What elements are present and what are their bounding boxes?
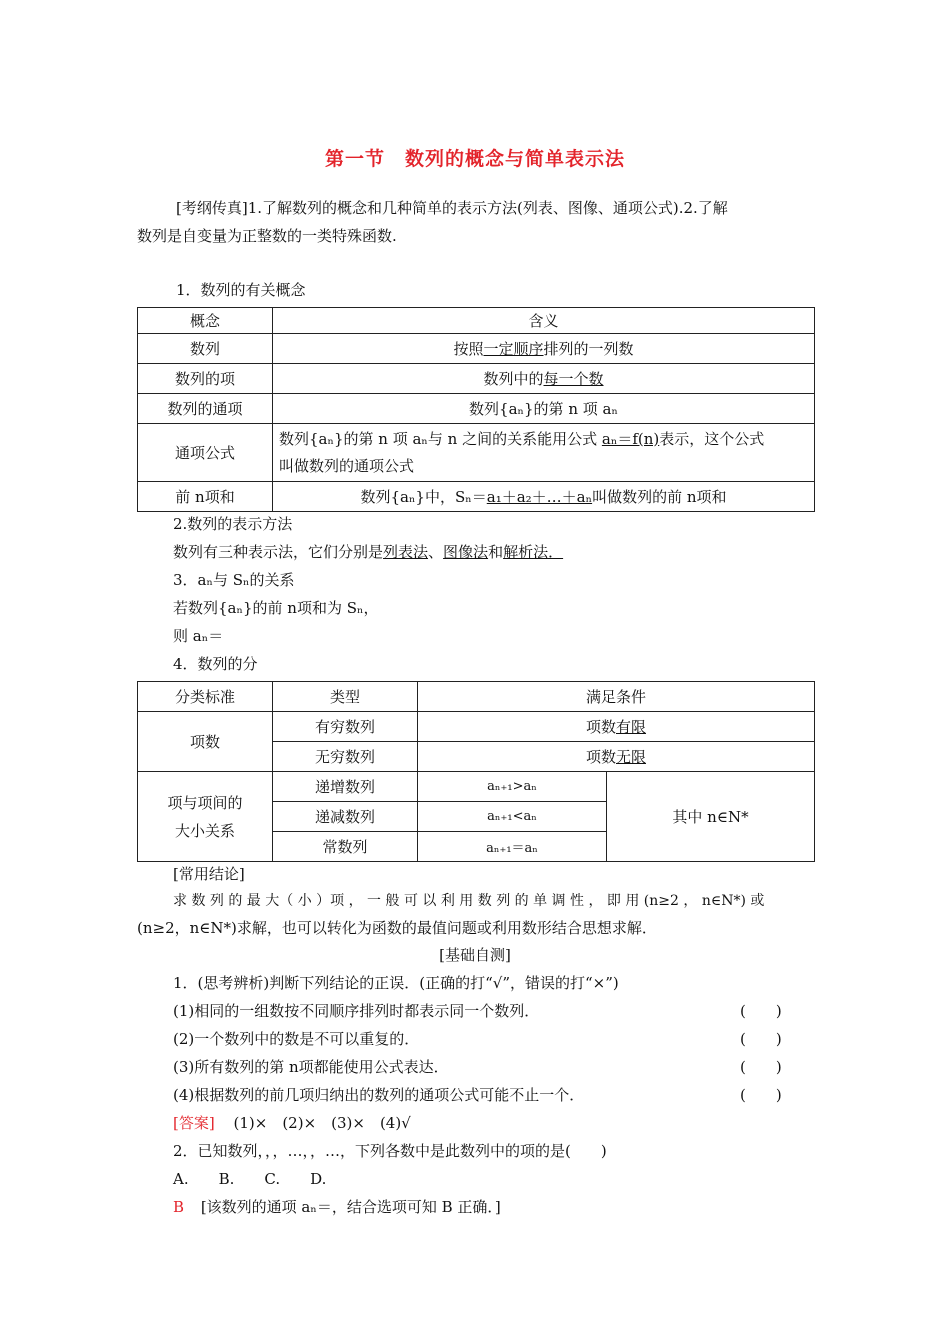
question-2-answer xyxy=(173,1197,501,1217)
condition-cell: 项数有限 xyxy=(418,712,815,742)
condition-cell: 项数无限 xyxy=(418,742,815,772)
condition-cell: aₙ₊₁＝aₙ xyxy=(418,832,607,862)
table-header: 分类标准 xyxy=(138,682,273,712)
answer-explanation: [该数列的通项 aₙ＝，结合选项可知 B 正确．] xyxy=(200,1198,501,1216)
section-3-line-2: 则 aₙ＝ xyxy=(173,627,224,645)
answer-paren: ( ) xyxy=(740,1002,782,1020)
intro-line-2: 数列是自变量为正整数的一类特殊函数. xyxy=(137,227,397,245)
meaning-cell: 按照一定顺序排列的一列数 xyxy=(273,334,815,364)
note-cell: 其中 n∈N* xyxy=(607,772,815,862)
type-cell: 递减数列 xyxy=(273,802,418,832)
table-header: 含义 xyxy=(273,308,815,334)
answer-line xyxy=(173,1113,411,1133)
selftest-heading: [基础自测] xyxy=(439,946,511,964)
category-cell: 项数 xyxy=(138,712,273,772)
statement-4: (4)根据数列的前几项归纳出的数列的通项公式可能不止一个． xyxy=(173,1086,585,1104)
section-4-heading: 4．数列的分 xyxy=(173,655,258,673)
table-row xyxy=(138,394,815,424)
table-row xyxy=(138,772,815,802)
statement-1: (1)相同的一组数按不同顺序排列时都表示同一个数列． xyxy=(173,1002,540,1020)
common-heading: [常用结论] xyxy=(173,865,245,883)
answer-paren: ( ) xyxy=(740,1086,782,1104)
condition-cell: aₙ₊₁<aₙ xyxy=(418,802,607,832)
concept-cell: 数列 xyxy=(138,334,273,364)
question-1: 1．(思考辨析)判断下列结论的正误．(正确的打“√”，错误的打“×”) xyxy=(173,974,619,992)
meaning-cell: 数列{aₙ}的第 n 项 aₙ xyxy=(273,394,815,424)
table-header: 类型 xyxy=(273,682,418,712)
question-2: 2．已知数列，，，…，，…，下列各数中是此数列中的项的是( ) xyxy=(173,1142,607,1160)
section-2-text: 数列有三种表示法，它们分别是列表法、图像法和解析法． xyxy=(173,543,564,561)
section-3-heading: 3．aₙ与 Sₙ的关系 xyxy=(173,571,295,589)
section-1-heading: 1．数列的有关概念 xyxy=(176,281,306,299)
type-cell: 有穷数列 xyxy=(273,712,418,742)
statement-2: (2)一个数列中的数是不可以重复的． xyxy=(173,1030,420,1048)
page-title: 第一节 数列的概念与简单表示法 xyxy=(324,148,625,170)
section-3-line-1: 若数列{aₙ}的前 n项和为 Sₙ， xyxy=(173,599,379,617)
answer-paren: ( ) xyxy=(740,1030,782,1048)
answer-tag: [答案] xyxy=(173,1114,215,1132)
answer-paren: ( ) xyxy=(740,1058,782,1076)
table-row xyxy=(138,364,815,394)
table-row xyxy=(138,334,815,364)
table-header: 满足条件 xyxy=(418,682,815,712)
intro-line-1: [考纲传真]1.了解数列的概念和几种简单的表示方法(列表、图像、通项公式).2.了解 xyxy=(176,199,728,217)
answer-text: (1)× (2)× (3)× (4)√ xyxy=(233,1114,411,1132)
type-cell: 常数列 xyxy=(273,832,418,862)
concept-cell: 前 n项和 xyxy=(138,482,273,512)
concept-table xyxy=(137,307,815,512)
table-row xyxy=(138,424,815,482)
statement-3: (3)所有数列的第 n项都能使用公式表达． xyxy=(173,1058,449,1076)
table-row xyxy=(138,482,815,512)
type-cell: 无穷数列 xyxy=(273,742,418,772)
meaning-cell: 数列{aₙ}的第 n 项 aₙ与 n 之间的关系能用公式 aₙ＝f(n)表示，这个公式 叫做数列的通项公式 xyxy=(273,424,815,482)
concept-cell: 通项公式 xyxy=(138,424,273,482)
concept-cell: 数列的项 xyxy=(138,364,273,394)
category-cell: 项与项间的 大小关系 xyxy=(138,772,273,862)
common-line-2: (n≥2，n∈N*)求解，也可以转化为函数的最值问题或利用数形结合思想求解． xyxy=(137,919,657,937)
meaning-cell: 数列中的每一个数 xyxy=(273,364,815,394)
answer-letter: B xyxy=(173,1198,185,1216)
table-row xyxy=(138,712,815,742)
section-2-heading: 2.数列的表示方法 xyxy=(173,515,293,533)
question-2-options: A. B. C. D. xyxy=(173,1170,327,1188)
classification-table xyxy=(137,681,815,862)
condition-cell: aₙ₊₁>aₙ xyxy=(418,772,607,802)
meaning-cell: 数列{aₙ}中，Sₙ＝a₁＋a₂＋…＋aₙ叫做数列的前 n项和 xyxy=(273,482,815,512)
table-header: 概念 xyxy=(138,308,273,334)
type-cell: 递增数列 xyxy=(273,772,418,802)
concept-cell: 数列的通项 xyxy=(138,394,273,424)
common-line-1: 求 数 列 的 最 大（ 小 ）项 ， 一 般 可 以 利 用 数 列 的 单 调 性 ， 即 用 (n≥2 ， n∈N*) 或 xyxy=(173,893,765,909)
